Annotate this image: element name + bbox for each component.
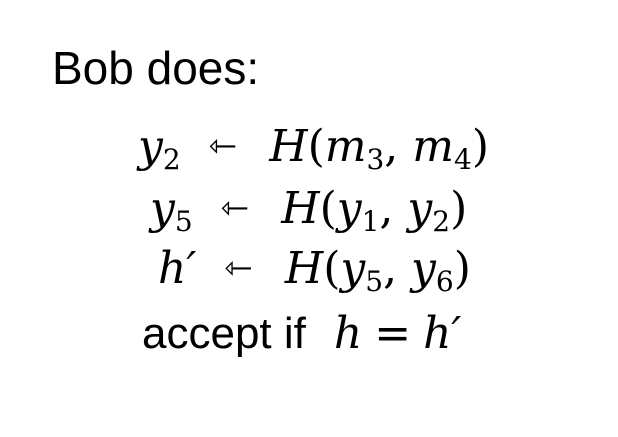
assign-arrow-icon: ⇽ (224, 248, 253, 288)
accept-lhs: h (333, 308, 363, 359)
lhs-variable: y (150, 183, 175, 234)
lhs-subscript: 5 (174, 205, 193, 238)
arg-b-subscript: 2 (432, 205, 451, 238)
arg-a-variable: m (324, 121, 367, 172)
assign-arrow-icon: ⇽ (208, 126, 238, 166)
arg-b-variable: y (411, 243, 436, 294)
hash-function: H (281, 183, 320, 234)
arg-b-variable: y (407, 183, 433, 234)
lhs-subscript: 2 (162, 143, 181, 176)
lhs-variable: y (138, 121, 163, 172)
hash-function: H (269, 121, 308, 172)
arg-a-variable: y (340, 243, 366, 294)
hash-line-y2: $y_2$ ⇽ $H(m_3$, $m_4$) (138, 118, 489, 174)
arg-a-subscript: 3 (366, 143, 385, 176)
hash-line-y5: $y_5$ ⇽ $H(y_1$, $y_2$) (150, 180, 467, 236)
lhs-variable: h′ (158, 243, 197, 294)
hash-line-h-prime: h′ ⇽ $H(y_5$, $y_6$) (158, 240, 471, 296)
arg-a-subscript: 1 (361, 205, 380, 238)
arg-b-subscript: 6 (435, 265, 454, 298)
equals-sign: = (374, 308, 412, 359)
assign-arrow-icon: ⇽ (220, 188, 250, 228)
arg-a-subscript: 5 (365, 265, 384, 298)
arg-b-variable: m (412, 121, 455, 172)
arg-b-subscript: 4 (454, 143, 472, 176)
page-title: Bob does: (52, 42, 260, 94)
accept-label: accept if (142, 309, 306, 358)
accept-line (142, 306, 461, 362)
accept-rhs: h′ (423, 308, 462, 359)
arg-a-variable: y (336, 183, 362, 234)
hash-function: H (284, 243, 324, 294)
